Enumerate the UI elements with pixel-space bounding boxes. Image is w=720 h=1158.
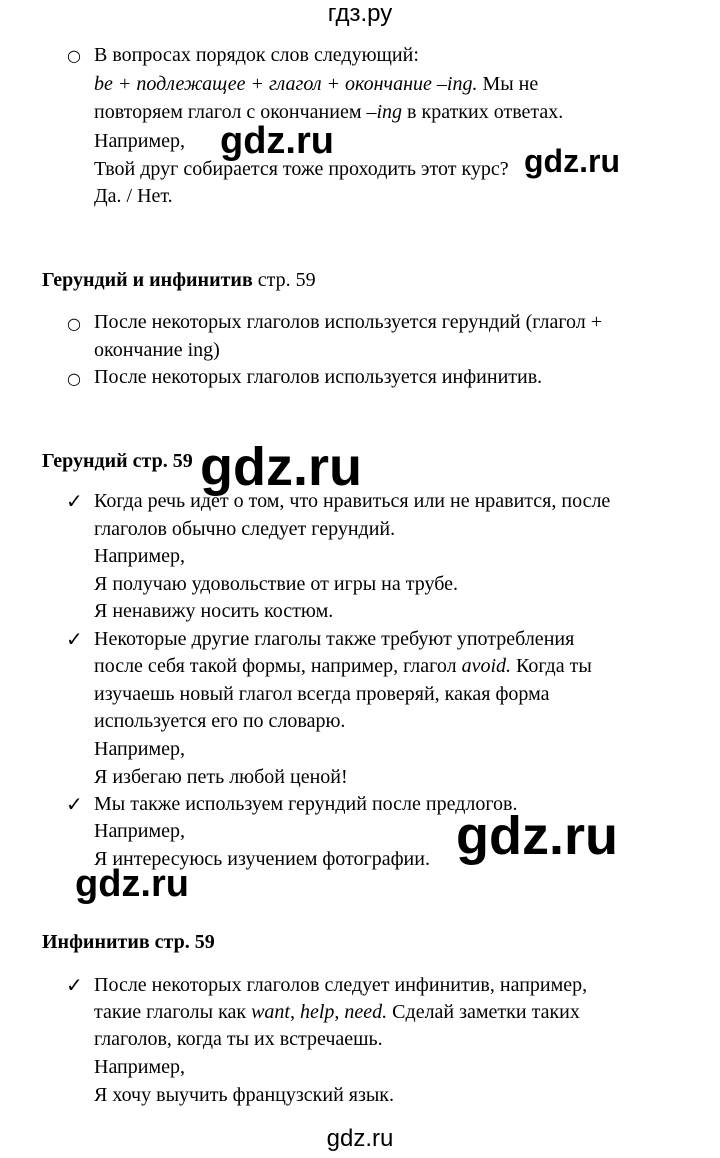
header-site-name: гдз.ру <box>327 0 393 27</box>
checkmark-icon: ✓ <box>66 792 83 816</box>
section-title <box>42 267 316 293</box>
checkmark-icon: ✓ <box>66 489 83 513</box>
italic-term: avoid. <box>461 655 511 677</box>
list-item-line: Я получаю удовольствие от игры на трубе. <box>94 573 458 595</box>
text-fragment: Когда ты <box>511 655 592 677</box>
watermark: gdz.ru <box>75 863 189 905</box>
list-item-line: глаголов, когда ты их встречаешь. <box>94 1028 383 1050</box>
watermark: gdz.ru <box>220 120 334 162</box>
bullet-circle-icon: ○ <box>67 314 81 333</box>
footer-site-name: gdz.ru <box>326 1125 394 1152</box>
text-fragment: повторяем глагол с окончанием <box>94 101 367 123</box>
italic-term: –ing <box>366 101 403 123</box>
list-item-line: После некоторых глаголов используется герундий (глагол + <box>94 311 603 333</box>
list-item-line: глаголов обычно следует герундий. <box>94 518 396 540</box>
checkmark-icon: ✓ <box>66 973 83 997</box>
list-item-line: Когда речь идет о том, что нравиться или не нравится, после <box>94 490 611 512</box>
text-line: Твой друг собирается тоже проходить этот курс? <box>94 158 509 180</box>
text-fragment: такие глаголы как <box>94 1001 252 1023</box>
checkmark-icon: ✓ <box>66 627 83 651</box>
example-label: Например, <box>94 820 185 842</box>
example-label: Например, <box>94 738 185 760</box>
watermark: gdz.ru <box>456 806 618 866</box>
list-item-line: Я избегаю петь любой ценой! <box>94 766 348 788</box>
example-label: Например, <box>94 545 185 567</box>
section-title: Инфинитив стр. 59 <box>42 931 215 953</box>
example-label: Например, <box>94 130 185 152</box>
italic-term: want, help, need. <box>251 1001 388 1023</box>
bullet-circle-icon: ○ <box>67 46 81 65</box>
text-fragment: Мы не <box>477 73 539 95</box>
watermark: gdz.ru <box>524 143 620 179</box>
section-title-page: стр. 59 <box>252 269 316 291</box>
list-item-line: используется его по словарю. <box>94 710 346 732</box>
text-fragment: Сделай заметки таких <box>387 1001 580 1023</box>
list-item-line <box>94 999 580 1025</box>
list-item-line: Я хочу выучить французский язык. <box>94 1084 395 1106</box>
list-item-line: Некоторые другие глаголы также требуют употребления <box>94 628 575 650</box>
list-item-line: Мы также используем герундий после предлогов. <box>94 793 518 815</box>
section-title: Герундий стр. 59 <box>42 450 193 472</box>
list-item-line: Я ненавижу носить костюм. <box>94 600 334 622</box>
text-fragment: в кратких ответах. <box>402 101 564 123</box>
formula-text: be + подлежащее + глагол + окончание –ing. <box>94 73 478 95</box>
list-item-line: Я интересуюсь изучением фотографии. <box>94 848 430 870</box>
text-line: В вопросах порядок слов следующий: <box>94 44 419 66</box>
text-line: Да. / Нет. <box>94 185 173 207</box>
list-item-line: изучаешь новый глагол всегда проверяй, какая форма <box>94 683 550 705</box>
list-item-line: После некоторых глаголов следует инфинитив, например, <box>94 974 588 996</box>
example-label: Например, <box>94 1056 185 1078</box>
list-item-line <box>94 653 592 679</box>
watermark: gdz.ru <box>200 437 362 497</box>
list-item-line: После некоторых глаголов используется инфинитив. <box>94 366 543 388</box>
bullet-circle-icon: ○ <box>67 369 81 388</box>
text-fragment: после себя такой формы, например, глагол <box>94 655 462 677</box>
list-item-line: окончание ing) <box>94 339 220 361</box>
section-title-bold: Герундий и инфинитив <box>42 269 253 291</box>
text-line <box>94 71 538 97</box>
